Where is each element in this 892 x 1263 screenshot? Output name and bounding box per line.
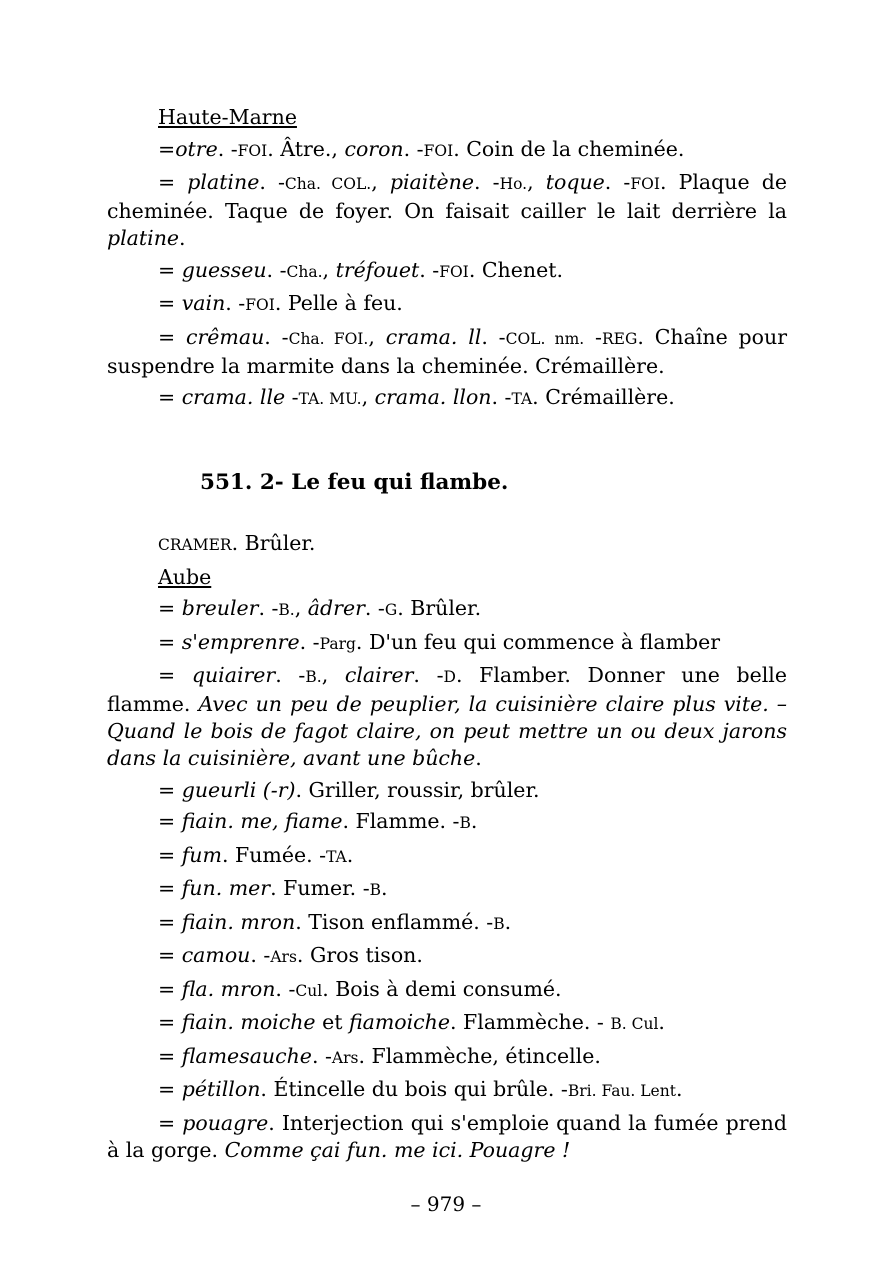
dictionary-entry bbox=[107, 1009, 787, 1038]
entry-text: = bbox=[158, 943, 182, 967]
dictionary-entry bbox=[107, 136, 787, 165]
dictionary-entry bbox=[107, 257, 787, 286]
entry-text: = bbox=[158, 909, 182, 934]
entry-text: . D'un feu qui commence à flamber bbox=[355, 629, 721, 654]
italic-term: clairer bbox=[344, 663, 414, 687]
source-abbreviation: B bbox=[493, 914, 505, 933]
entry-text: . Fumée. - bbox=[221, 842, 327, 867]
entry-text: = bbox=[158, 324, 187, 349]
entry-text: = bbox=[158, 809, 182, 833]
italic-term: tréfouet bbox=[335, 257, 420, 282]
entry-text: . bbox=[475, 746, 482, 770]
source-abbreviation: Ho. bbox=[499, 175, 528, 193]
source-abbreviation: CRAMER bbox=[158, 536, 232, 554]
italic-term: fun. mer bbox=[181, 876, 271, 900]
entry-text: = bbox=[158, 1043, 182, 1068]
entry-text: . bbox=[658, 1010, 665, 1034]
source-abbreviation: B bbox=[369, 881, 382, 899]
entry-text: . Gros tison. bbox=[296, 943, 423, 967]
italic-term: Avec un peu de peuplier, la cuisinière claire plus vite. – Quand le bois de fagot claire, on peut mettre un ou deux jarons dans la cuisinière, avant une bûche bbox=[107, 692, 787, 770]
dictionary-entry bbox=[107, 629, 787, 658]
dictionary-entry bbox=[107, 169, 787, 252]
italic-term: platine bbox=[107, 226, 180, 250]
entry-text: , bbox=[361, 385, 375, 409]
entry-text: . Bois à demi consumé. bbox=[322, 976, 562, 1001]
source-abbreviation: FOI bbox=[237, 141, 268, 160]
entry-text: = bbox=[158, 777, 182, 802]
entry-text: . Chenet. bbox=[468, 257, 563, 282]
entry-text: . Crémaillère. bbox=[532, 385, 675, 409]
entry-text: . - bbox=[403, 136, 424, 161]
source-abbreviation: Cul bbox=[295, 981, 323, 1000]
entry-text: . - bbox=[225, 291, 246, 315]
entry-text: . - bbox=[264, 324, 289, 349]
entry-text: . Étincelle du bois qui brûle. - bbox=[260, 1077, 568, 1101]
entry-text: . Flamme. - bbox=[342, 809, 460, 833]
dictionary-entry bbox=[107, 777, 787, 804]
source-abbreviation: G bbox=[384, 601, 398, 619]
italic-term: quiairer bbox=[191, 663, 276, 687]
entry-text: . bbox=[470, 809, 478, 833]
entry-text: . Brûler. bbox=[231, 531, 316, 555]
dictionary-entry bbox=[107, 290, 787, 319]
entry-text: . - bbox=[250, 943, 271, 967]
entry-text: . Coin de la cheminée. bbox=[453, 136, 685, 161]
entry-text: . - bbox=[299, 629, 320, 654]
entry-text: . - bbox=[259, 170, 285, 194]
dictionary-entry bbox=[107, 1110, 787, 1164]
entry-text: , bbox=[368, 324, 386, 349]
page-body bbox=[107, 104, 787, 1168]
source-abbreviation: FOI bbox=[439, 262, 469, 281]
source-abbreviation: Cha. bbox=[286, 262, 323, 281]
italic-term: fiain. moiche bbox=[181, 1010, 316, 1034]
italic-term: crama. lle bbox=[181, 385, 286, 409]
italic-term: pouagre bbox=[182, 1110, 269, 1135]
entry-text: , bbox=[527, 170, 546, 194]
source-abbreviation: Bri. Fau. Lent bbox=[567, 1082, 676, 1100]
source-abbreviation: Cha. COL. bbox=[284, 175, 372, 193]
italic-term: âdrer bbox=[307, 596, 365, 620]
entry-text: . - bbox=[266, 257, 287, 282]
entry-text: - bbox=[584, 324, 602, 349]
entry-text: . bbox=[675, 1077, 683, 1101]
source-abbreviation: TA bbox=[511, 390, 533, 408]
entry-text: - bbox=[285, 385, 299, 409]
entry-text: . - bbox=[481, 324, 506, 349]
entry-text: = bbox=[158, 596, 182, 620]
italic-term: crama. llon bbox=[374, 385, 492, 409]
dictionary-entry bbox=[107, 875, 787, 904]
italic-term: coron bbox=[344, 136, 404, 161]
dictionary-entry bbox=[107, 842, 787, 871]
entry-text: . - bbox=[474, 170, 500, 194]
dictionary-entry bbox=[107, 530, 787, 559]
source-abbreviation: FOI bbox=[630, 175, 660, 193]
dictionary-entry bbox=[107, 909, 787, 938]
source-abbreviation: Cha. FOI. bbox=[288, 329, 369, 348]
entry-text: , bbox=[322, 257, 336, 282]
source-abbreviation: COL. nm. bbox=[505, 329, 585, 348]
italic-term: fla. mron bbox=[181, 976, 276, 1001]
source-abbreviation: FOI bbox=[245, 296, 275, 314]
source-abbreviation: B. bbox=[278, 601, 295, 619]
entry-text: . bbox=[504, 909, 512, 934]
italic-term: flamesauche bbox=[181, 1043, 312, 1068]
entry-text: = bbox=[158, 170, 188, 194]
source-abbreviation: B bbox=[459, 814, 471, 832]
entry-text: . - bbox=[413, 663, 444, 687]
page-number: – 979 – bbox=[410, 1192, 482, 1216]
entry-text: . - bbox=[258, 596, 279, 620]
italic-term: guesseu bbox=[181, 257, 267, 282]
entry-text: = bbox=[158, 876, 182, 900]
source-abbreviation: B. bbox=[305, 668, 322, 686]
section-label: Haute-Marne bbox=[158, 105, 297, 129]
italic-term: breuler bbox=[181, 596, 259, 620]
entry-text: = bbox=[158, 1077, 182, 1101]
section-heading: 551. 2- Le feu qui flambe. bbox=[200, 470, 509, 495]
italic-term: Comme çai fun. me ici. Pouagre ! bbox=[224, 1137, 571, 1162]
entry-text: . Chaîne pour suspendre la marmite dans la cheminée. Crémaillère. bbox=[107, 324, 788, 378]
italic-term: s'emprenre bbox=[181, 629, 300, 654]
italic-term: fiain. me, fiame bbox=[181, 809, 343, 833]
entry-text: . Fumer. - bbox=[270, 876, 370, 900]
source-abbreviation: FOI bbox=[423, 141, 454, 160]
entry-text: . Flammèche. - bbox=[450, 1010, 611, 1034]
entry-text: . Flamber. Donner une belle flamme. bbox=[107, 663, 787, 716]
entry-text: = bbox=[158, 385, 182, 409]
entry-text: et bbox=[315, 1010, 349, 1034]
entry-text: . bbox=[179, 226, 186, 250]
entry-text: . Interjection qui s'emploie quand la fumée prend à la gorge. bbox=[107, 1110, 787, 1162]
italic-term: pétillon bbox=[181, 1077, 261, 1101]
entry-text: , bbox=[371, 170, 390, 194]
entry-text: = bbox=[158, 976, 182, 1001]
dictionary-entry bbox=[107, 808, 787, 837]
source-abbreviation: B. Cul bbox=[610, 1015, 659, 1033]
italic-term: otre bbox=[175, 136, 218, 161]
entry-text: . Tison enflammé. - bbox=[295, 909, 494, 934]
entry-text: . bbox=[381, 876, 388, 900]
dictionary-entry bbox=[107, 662, 787, 772]
entry-text: = bbox=[158, 629, 182, 654]
entry-text: . - bbox=[275, 976, 296, 1001]
entry-text: . - bbox=[419, 257, 440, 282]
entry-text: . Griller, roussir, brûler. bbox=[295, 777, 540, 802]
source-abbreviation: Parg bbox=[319, 634, 356, 653]
section-label: Aube bbox=[158, 564, 212, 589]
entry-text: , bbox=[294, 596, 308, 620]
entry-text: = bbox=[158, 291, 182, 315]
italic-term: piaitène bbox=[389, 170, 475, 194]
dictionary-entry bbox=[107, 324, 787, 380]
italic-term: platine bbox=[187, 170, 260, 194]
source-abbreviation: TA. MU. bbox=[298, 390, 362, 408]
dictionary-entry bbox=[107, 384, 787, 413]
entry-text: . bbox=[346, 842, 354, 867]
italic-term: fiamoiche bbox=[348, 1010, 451, 1034]
italic-term: crêmau bbox=[186, 324, 265, 349]
italic-term: vain bbox=[181, 291, 226, 315]
entry-text: . Pelle à feu. bbox=[274, 291, 403, 315]
italic-term: camou bbox=[181, 943, 251, 967]
source-abbreviation: TA bbox=[326, 847, 347, 866]
italic-term: fiain. mron bbox=[181, 909, 296, 934]
italic-term: gueurli (-r) bbox=[181, 777, 296, 802]
italic-term: toque bbox=[545, 170, 605, 194]
dictionary-entry bbox=[107, 942, 787, 971]
entry-text: . Flammèche, étincelle. bbox=[358, 1043, 601, 1068]
source-abbreviation: Ars bbox=[270, 948, 297, 966]
entry-text: . - bbox=[275, 663, 306, 687]
entry-text: = bbox=[158, 663, 192, 687]
source-abbreviation: D bbox=[443, 668, 456, 686]
dictionary-entry bbox=[107, 1043, 787, 1072]
dictionary-entry bbox=[107, 976, 787, 1005]
entry-text: = bbox=[158, 136, 176, 161]
entry-text: . - bbox=[491, 385, 512, 409]
entry-text: . Âtre., bbox=[267, 136, 345, 161]
entry-text: . Plaque de cheminée. Taque de foyer. On faisait cailler le lait derrière la bbox=[107, 170, 787, 223]
entry-text: = bbox=[158, 1010, 182, 1034]
entry-text: . - bbox=[604, 170, 631, 194]
source-abbreviation: REG bbox=[602, 329, 638, 348]
entry-text: . - bbox=[311, 1043, 332, 1068]
entry-text: = bbox=[158, 257, 182, 282]
entry-text: , bbox=[321, 663, 345, 687]
dictionary-entry bbox=[107, 595, 787, 624]
entry-text: . - bbox=[217, 136, 238, 161]
entry-text: . Brûler. bbox=[397, 596, 482, 620]
dictionary-entry bbox=[107, 1076, 787, 1105]
entry-text: . - bbox=[364, 596, 385, 620]
entry-text: = bbox=[158, 842, 182, 867]
source-abbreviation: Ars bbox=[331, 1048, 359, 1067]
entry-text: = bbox=[158, 1110, 183, 1135]
italic-term: fum bbox=[181, 842, 222, 867]
italic-term: crama. ll bbox=[385, 324, 482, 349]
